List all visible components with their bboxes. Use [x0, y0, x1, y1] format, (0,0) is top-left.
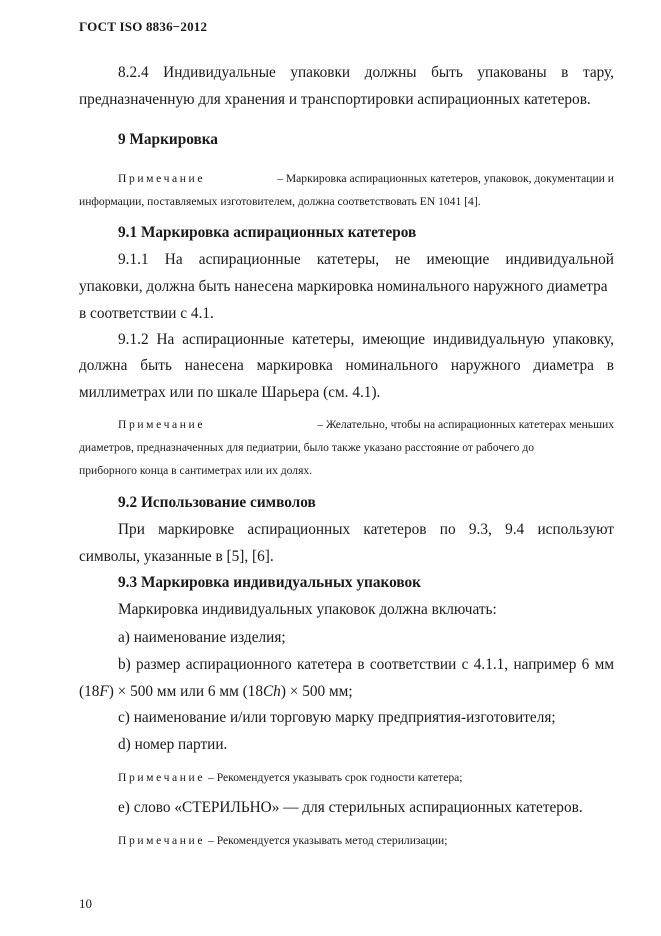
- note-2-line-2: диаметров, предназначенных для педиатрии, было также указано расстояние от рабочего до: [79, 441, 535, 454]
- page-number: 10: [79, 896, 92, 911]
- section-9-3-heading: 9.3 Маркировка индивидуальных упаковок: [118, 574, 421, 591]
- paragraph-9-1-1-line-2: упаковки, должна быть нанесена маркировка номинального наружного диаметра: [79, 278, 608, 295]
- paragraph-9-2-line-1: При маркировке аспирационных катетеров по 9.3, 9.4 используют: [118, 521, 614, 538]
- paragraph-9-3-intro: Маркировка индивидуальных упаковок должна включать:: [118, 601, 497, 618]
- list-item-e: e) слово «СТЕРИЛЬНО» — для стерильных аспирационных катетеров.: [118, 799, 583, 816]
- list-item-b-line-1: b) размер аспирационного катетера в соответствии с 4.1.1, например 6 мм: [118, 656, 614, 673]
- note-3: [118, 770, 463, 785]
- note-label: Примечание: [118, 418, 206, 431]
- section-9-1-heading: 9.1 Маркировка аспирационных катетеров: [118, 224, 417, 241]
- paragraph-8-2-4-line-2: предназначенную для хранения и транспортировки аспирационных катетеров.: [79, 91, 591, 108]
- note-label: Примечание: [118, 172, 206, 185]
- section-9-2-heading: 9.2 Использование символов: [118, 494, 316, 511]
- list-item-c: c) наименование и/или торговую марку предприятия-изготовителя;: [118, 709, 556, 726]
- note-2-line-3: приборного конца в сантиметрах или их долях.: [79, 464, 313, 477]
- note-label: Примечание: [118, 834, 206, 847]
- paragraph-9-2-line-2: символы, указанные в [5], [6].: [79, 548, 274, 565]
- note-label: Примечание: [118, 771, 206, 784]
- note-3-text: – Рекомендуется указывать срок годности катетера;: [208, 771, 463, 784]
- note-2-line-1: [118, 417, 614, 432]
- list-item-b-line-2: (18F) × 500 мм или 6 мм (18Ch) × 500 мм;: [79, 683, 353, 700]
- note-4-text: – Рекомендуется указывать метод стерилизации;: [208, 834, 448, 847]
- paragraph-9-1-2-line-2: должна быть нанесена маркировка номинального наружного диаметра в: [79, 357, 614, 374]
- paragraph-9-1-2-line-1: 9.1.2 На аспирационные катетеры, имеющие индивидуальную упаковку,: [118, 331, 614, 348]
- note-4: [118, 833, 448, 848]
- list-item-d: d) номер партии.: [118, 736, 228, 753]
- paragraph-9-1-1-line-3: в соответствии с 4.1.: [79, 305, 214, 322]
- section-9-heading: 9 Маркировка: [118, 131, 218, 148]
- note-2-text: – Желательно, чтобы на аспирационных катетерах меньших: [317, 418, 614, 431]
- list-item-a: a) наименование изделия;: [118, 629, 286, 646]
- paragraph-8-2-4-line-1: 8.2.4 Индивидуальные упаковки должны быть упакованы в тару,: [118, 64, 614, 81]
- standard-header: ГОСТ ISO 8836−2012: [79, 19, 208, 34]
- note-1-text: – Маркировка аспирационных катетеров, упаковок, документации и: [277, 172, 614, 185]
- note-1-line-2: информации, поставляемых изготовителем, должна соответствовать EN 1041 [4].: [79, 195, 481, 208]
- paragraph-9-1-1-line-1: 9.1.1 На аспирационные катетеры, не имеющие индивидуальной: [118, 251, 614, 268]
- paragraph-9-1-2-line-3: миллиметрах или по шкале Шарьера (см. 4.1).: [79, 384, 381, 401]
- note-1-line-1: [118, 171, 614, 186]
